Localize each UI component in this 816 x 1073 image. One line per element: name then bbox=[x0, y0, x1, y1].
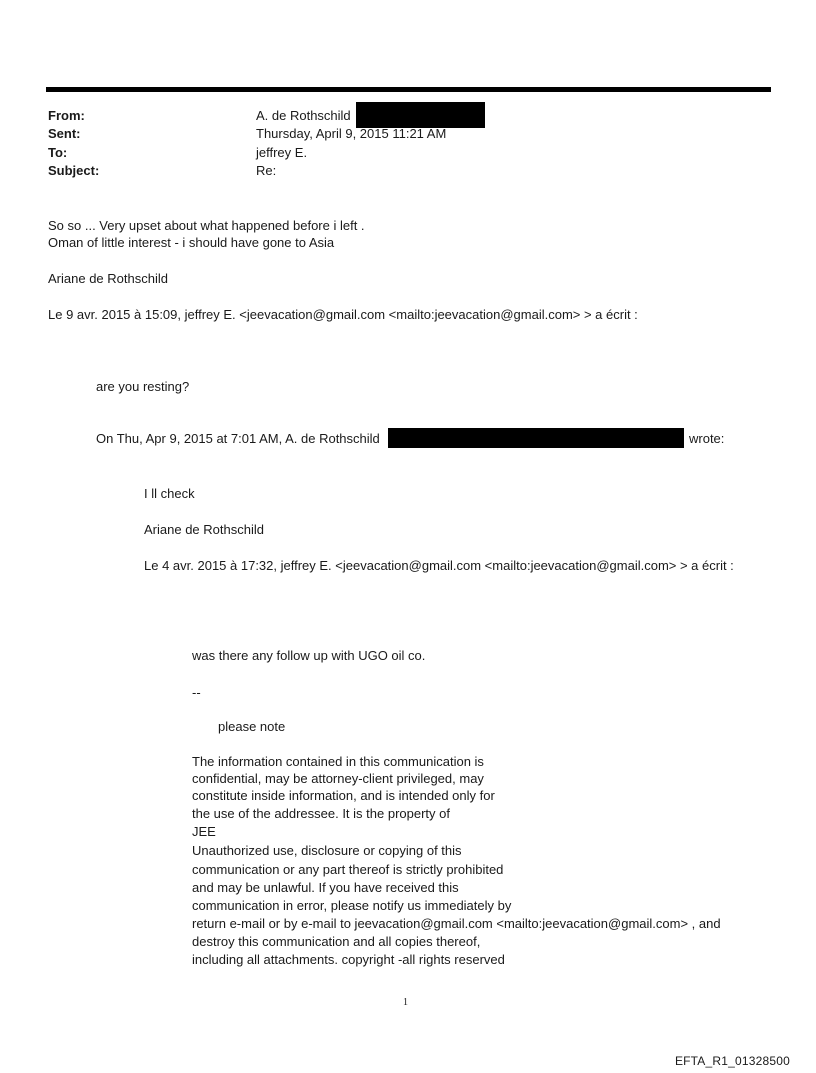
disclaimer-line: confidential, may be attorney-client privileged, may bbox=[192, 771, 484, 786]
signature-separator: -- bbox=[192, 685, 201, 700]
header-divider bbox=[46, 87, 771, 92]
disclaimer-line: and may be unlawful. If you have received this bbox=[192, 880, 459, 895]
redaction-bar bbox=[356, 102, 485, 128]
disclaimer-line: communication in error, please notify us immediately by bbox=[192, 898, 512, 913]
disclaimer-line: including all attachments. copyright -all rights reserved bbox=[192, 952, 505, 967]
subject-value: Re: bbox=[256, 163, 277, 178]
sent-value: Thursday, April 9, 2015 11:21 AM bbox=[256, 126, 447, 141]
disclaimer-line: return e-mail or by e-mail to jeevacation@gmail.com <mailto:jeevacation@gmail.com> , and bbox=[192, 916, 721, 931]
disclaimer-line: The information contained in this communication is bbox=[192, 754, 484, 769]
message-line: So so ... Very upset about what happened before i left . bbox=[48, 218, 365, 233]
disclaimer-line: communication or any part thereof is strictly prohibited bbox=[192, 862, 504, 877]
quoted-message: I ll check bbox=[144, 486, 195, 501]
subject-label: Subject: bbox=[48, 163, 100, 178]
from-value: A. de Rothschild bbox=[256, 108, 351, 123]
signature: Ariane de Rothschild bbox=[48, 271, 168, 286]
sent-label: Sent: bbox=[48, 126, 81, 141]
quoted-message: are you resting? bbox=[96, 379, 190, 394]
page-number: 1 bbox=[403, 997, 408, 1008]
from-label: From: bbox=[48, 108, 85, 123]
message-line: Oman of little interest - i should have gone to Asia bbox=[48, 235, 335, 250]
to-label: To: bbox=[48, 145, 68, 160]
please-note: please note bbox=[218, 719, 286, 734]
redaction-bar bbox=[388, 428, 684, 448]
quote-intro-end: wrote: bbox=[689, 431, 725, 446]
quoted-message: was there any follow up with UGO oil co. bbox=[192, 648, 426, 663]
disclaimer-line: the use of the addressee. It is the property of bbox=[192, 806, 450, 821]
to-value: jeffrey E. bbox=[256, 145, 308, 160]
disclaimer-line: JEE bbox=[192, 824, 216, 839]
document-id: EFTA_R1_01328500 bbox=[674, 1054, 790, 1068]
disclaimer-line: Unauthorized use, disclosure or copying of this bbox=[192, 843, 462, 858]
disclaimer-line: destroy this communication and all copies thereof, bbox=[192, 934, 481, 949]
signature: Ariane de Rothschild bbox=[144, 522, 264, 537]
disclaimer-line: constitute inside information, and is intended only for bbox=[192, 788, 495, 803]
quote-intro-start: On Thu, Apr 9, 2015 at 7:01 AM, A. de Rothschild bbox=[96, 431, 380, 446]
quote-intro: Le 9 avr. 2015 à 15:09, jeffrey E. <jeevacation@gmail.com <mailto:jeevacation@gmail.com> > a écrit : bbox=[48, 307, 638, 322]
quote-intro: Le 4 avr. 2015 à 17:32, jeffrey E. <jeevacation@gmail.com <mailto:jeevacation@gmail.com> > a écrit : bbox=[144, 558, 734, 573]
